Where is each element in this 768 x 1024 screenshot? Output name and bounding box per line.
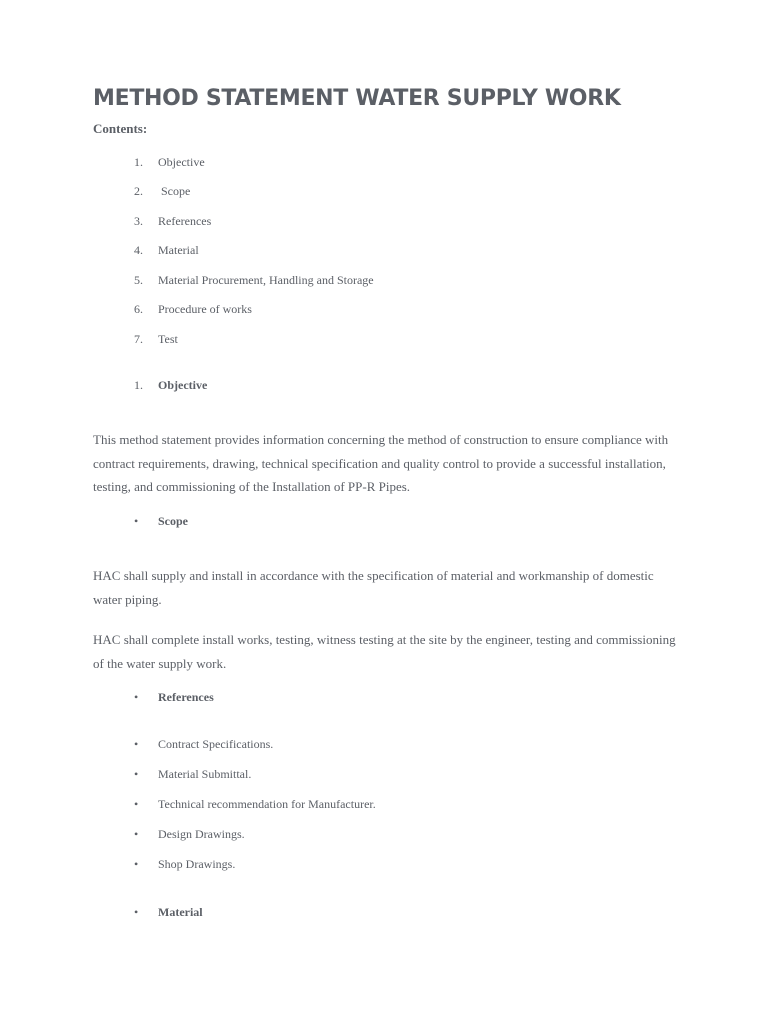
contents-label: Contents: [93, 121, 148, 136]
toc-label: Material Procurement, Handling and Storage [158, 273, 374, 287]
toc-number: 1. [134, 155, 143, 169]
bullet-icon: • [134, 767, 139, 781]
bullet-icon: • [134, 797, 139, 811]
section-heading-label: Scope [158, 514, 188, 528]
bullet-icon: • [134, 905, 139, 919]
toc-label: Material [158, 243, 199, 257]
section-heading-label: Objective [158, 378, 208, 392]
reference-item-label: Material Submittal. [158, 767, 252, 781]
reference-item-label: Contract Specifications. [158, 737, 274, 751]
objective-paragraph: This method statement provides information concerning the method of construction to ensure compliance with contract requirements, drawing, technical specification and quality control to provide a successful installation, testing, and commissioning of the Installation of PP-R Pipes. [93, 432, 669, 494]
toc-label: Scope [158, 184, 191, 198]
toc-number: 6. [134, 302, 143, 316]
reference-item-label: Technical recommendation for Manufacturer. [158, 797, 376, 811]
toc-label: Objective [158, 155, 205, 169]
bullet-icon: • [134, 514, 139, 528]
section-number: 1. [134, 378, 143, 392]
reference-item-label: Shop Drawings. [158, 857, 236, 871]
toc-number: 3. [134, 214, 143, 228]
toc-number: 2. [134, 184, 143, 198]
toc-number: 5. [134, 273, 143, 287]
reference-item-label: Design Drawings. [158, 827, 245, 841]
scope-paragraph: HAC shall supply and install in accordance with the specification of material and workmanship of domestic water piping. [93, 568, 654, 607]
bullet-icon: • [134, 827, 139, 841]
scope-paragraph: HAC shall complete install works, testing, witness testing at the site by the engineer, testing and commissioning of the water supply work. [93, 632, 676, 671]
toc-label: References [158, 214, 212, 228]
toc-label: Procedure of works [158, 302, 252, 316]
bullet-icon: • [134, 737, 139, 751]
toc-label: Test [158, 332, 178, 346]
section-heading-label: Material [158, 905, 203, 919]
document-title: METHOD STATEMENT WATER SUPPLY WORK [93, 86, 621, 111]
bullet-icon: • [134, 690, 139, 704]
toc-number: 4. [134, 243, 143, 257]
bullet-icon: • [134, 857, 139, 871]
section-heading-label: References [158, 690, 214, 704]
toc-number: 7. [134, 332, 143, 346]
